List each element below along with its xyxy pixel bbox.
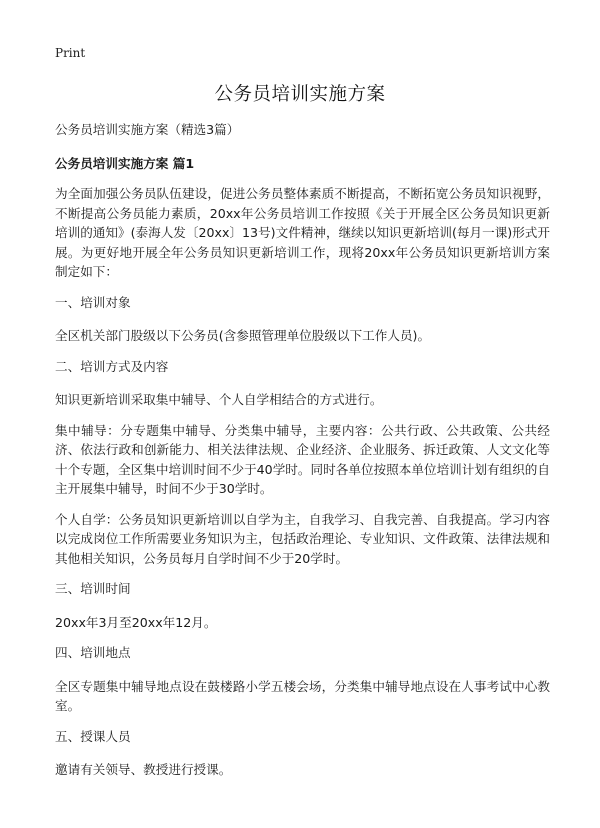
section-body-methods: 知识更新培训采取集中辅导、个人自学相结合的方式进行。 (55, 392, 383, 407)
print-link[interactable]: Print (55, 46, 86, 60)
section-body-location: 全区专题集中辅导地点设在鼓楼路小学五楼会场，分类集中辅导地点设在人事考试中心教室。 (55, 678, 550, 713)
section-heading-methods: 二、培训方式及内容 (55, 358, 169, 374)
section-body-focused-tutoring: 集中辅导：分专题集中辅导、分类集中辅导，主要内容：公共行政、公共政策、公共经济、依法行政和创新能力、相关法律法规、企业经济、企业服务、拆迁政策、人文文化等十个专题，全区集中培训时间不少于40学时。同时各单位按照本单位培训计划有组织的自主开展集中辅导，时间不少于30学时。 (55, 422, 550, 496)
section-body-targets: 全区机关部门股级以下公务员(含参照管理单位股级以下工作人员)。 (55, 328, 431, 343)
section-heading-targets: 一、培训对象 (55, 294, 131, 310)
section-body-lecturers: 邀请有关领导、教授进行授课。 (55, 762, 232, 777)
section-body-time: 20xx年3月至20xx年12月。 (55, 614, 217, 630)
section-heading-time: 三、培训时间 (55, 581, 131, 596)
subtitle: 公务员培训实施方案（精选3篇） (55, 122, 240, 137)
section-body-self-study: 个人自学：公务员知识更新培训以自学为主，自我学习、自我完善、自我提高。学习内容以完成岗位工作所需要业务知识为主，包括政治理论、专业知识、文件政策、法律法规和其他相关知识，公务员每月自学时间不少于20学时。 (55, 511, 550, 566)
article-heading: 公务员培训实施方案 篇1 (55, 155, 195, 171)
document-body (55, 120, 550, 791)
intro-paragraph: 为全面加强公务员队伍建设，促进公务员整体素质不断提高，不断拓宽公务员知识视野，不断提高公务员能力素质，20xx年公务员培训工作按照《关于开展全区公务员知识更新培训的通知》(泰海人发〔20xx〕13号)文件精神，继续以知识更新培训(每月一课)形式开展。为更好地开展全年公务员知识更新培训工作，现将20xx年公务员知识更新培训方案制定如下： (55, 186, 550, 279)
section-heading-location: 四、培训地点 (55, 645, 131, 660)
page-title: 公务员培训实施方案 (214, 84, 386, 105)
section-heading-lecturers: 五、授课人员 (55, 728, 131, 744)
